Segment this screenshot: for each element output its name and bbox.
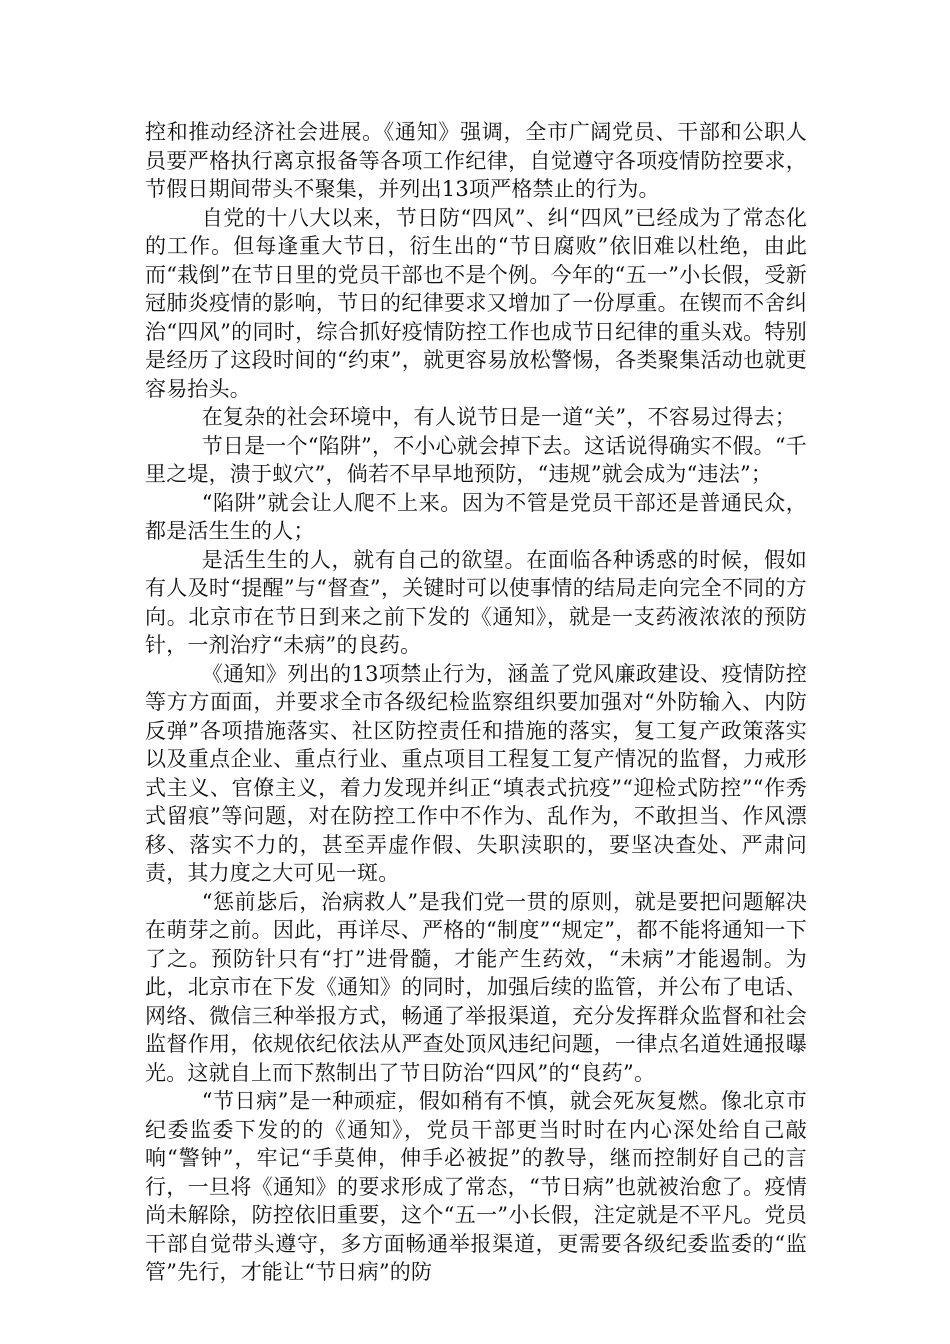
paragraph-5: “陷阱”就会让人爬不上来。因为不管是党员干部还是普通民众，都是活生生的人； [145, 490, 807, 543]
paragraph-8: “惩前毖后，治病救人”是我们党一贯的原则，就是要把问题解决在萌芽之前。因此，再详尽、严格的“制度”“规定”，都不能将通知一下了之。预防针只有“打”进骨髓，才能产生药效，“未病”才能遏制。为此，北京市在下发《通知》的同时，加强后续的监管，并公布了电话、网络、微信三种举报方式，畅通了举报渠道，充分发挥群众监督和社会监督作用，依规依纪依法从严查处顶风违纪问题，一律点名道姓通报曝光。这就自上而下熬制出了节日防治“四风”的“良药”。 [145, 889, 807, 1085]
document-page [145, 118, 807, 1287]
paragraph-4: 节日是一个“陷阱”，不小心就会掉下去。这话说得确实不假。“千里之堤，溃于蚁穴”，倘若不早早地预防，“违规”就会成为“违法”； [145, 433, 807, 486]
paragraph-1: 控和推动经济社会进展。《通知》强调，全市广阔党员、干部和公职人员要严格执行离京报备等各项工作纪律，自觉遵守各项疫情防控要求，节假日期间带头不聚集，并列出13项严格禁止的行为。 [145, 120, 807, 201]
paragraph-2: 自党的十八大以来，节日防“四风”、纠“四风”已经成为了常态化的工作。但每逢重大节日，衍生出的“节日腐败”依旧难以杜绝，由此而“栽倒”在节日里的党员干部也不是个例。今年的“五一”小长假，受新冠肺炎疫情的影响，节日的纪律要求又增加了一份厚重。在锲而不舍纠治“四风”的同时，综合抓好疫情防控工作也成节日纪律的重头戏。特别是经历了这段时间的“约束”，就更容易放松警惕，各类聚集活动也就更容易抬头。 [145, 205, 807, 401]
paragraph-6: 是活生生的人，就有自己的欲望。在面临各种诱惑的时候，假如有人及时“提醒”与“督查”，关键时可以使事情的结局走向完全不同的方向。北京市在节日到来之前下发的《通知》，就是一支药液浓浓的预防针，一剂治疗“未病”的良药。 [145, 547, 807, 657]
paragraph-9: “节日病”是一种顽症，假如稍有不慎，就会死灰复燃。像北京市纪委监委下发的的《通知》，党员干部更当时时在内心深处给自己敲响“警钟”，牢记“手莫伸，伸手必被捉”的教导，继而控制好自己的言行，一旦将《通知》的要求形成了常态，“节日病”也就被治愈了。疫情尚未解除，防控依旧重要，这个“五一”小长假，注定就是不平凡。党员干部自觉带头遵守，多方面畅通举报渠道，更需要各级纪委监委的“监管”先行，才能让“节日病”的防 [145, 1089, 807, 1284]
paragraph-7: 《通知》列出的13项禁止行为，涵盖了党风廉政建设、疫情防控等方方面面，并要求全市各级纪检监察组织要加强对“外防输入、内防反弹”各项措施落实、社区防控责任和措施的落实，复工复产政策落实以及重点企业、重点行业、重点项目工程复工复产情况的监督，力戒形式主义、官僚主义，着力发现并纠正“填表式抗疫”“迎检式防控”“作秀式留痕”等问题，对在防控工作中不作为、乱作为，不敢担当、作风漂移、落实不力的，甚至弄虚作假、失职渎职的，要坚决查处、严肃问责，其力度之大可见一斑。 [145, 661, 807, 885]
paragraph-3: 在复杂的社会环境中，有人说节日是一道“关”，不容易过得去； [201, 405, 796, 429]
